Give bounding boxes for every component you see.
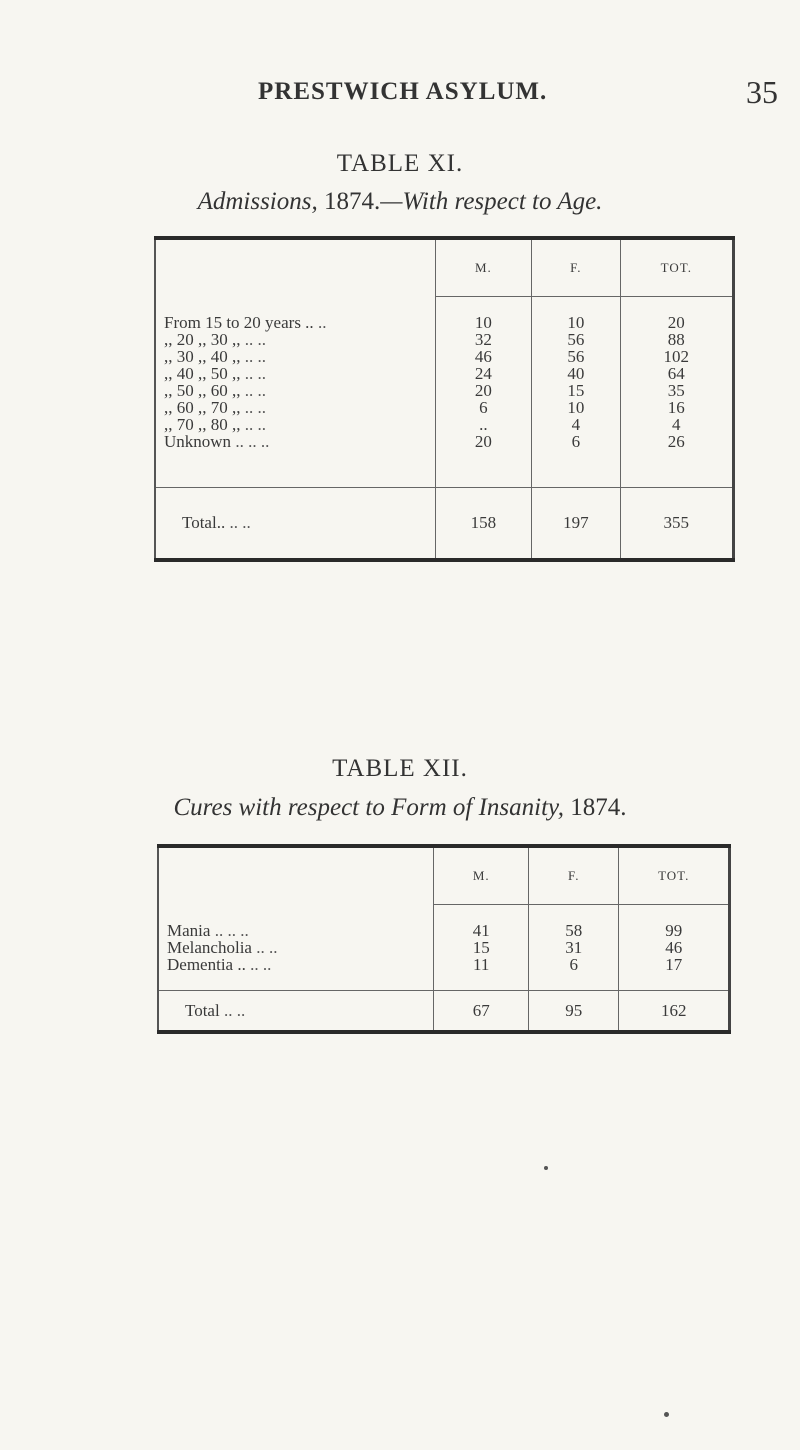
table-xii-caption-year: 1874. <box>570 794 627 821</box>
table-row <box>155 314 734 331</box>
total-f: 95 <box>528 990 619 1032</box>
cell-tot: 102 <box>620 348 733 365</box>
table-xi-col-tot: TOT. <box>620 238 733 296</box>
cell-f: 56 <box>532 348 621 365</box>
leader-dots: .. .. <box>250 954 272 974</box>
total-row <box>158 990 730 1032</box>
total-label-text: Total <box>185 1000 220 1020</box>
total-m: 158 <box>435 488 531 560</box>
cell-m: 6 <box>435 399 531 416</box>
table-xii-caption-prefix: Cures with respect to Form of Insanity, <box>173 794 564 821</box>
table-row <box>155 382 734 399</box>
total-label-text: Total.. <box>182 513 226 533</box>
cell-f: 4 <box>532 416 621 433</box>
table-xi <box>154 236 735 562</box>
table-row <box>158 956 730 973</box>
table-xii-col-f: F. <box>528 846 619 904</box>
table-row <box>155 433 734 450</box>
cell-m: 15 <box>434 939 529 956</box>
leader-dots: .. .. <box>244 363 266 383</box>
leader-dots: .. .. <box>244 329 266 349</box>
cell-f: 31 <box>528 939 619 956</box>
row-label-text: ,, 30 ,, 40 ,, <box>164 346 241 366</box>
cell-tot: 64 <box>620 365 733 382</box>
cell-m: 20 <box>435 382 531 399</box>
cell-tot: 35 <box>620 382 733 399</box>
cell-m: 10 <box>435 314 531 331</box>
cell-f: 10 <box>532 314 621 331</box>
table-xii-col-m: M. <box>434 846 529 904</box>
total-label <box>155 488 435 560</box>
table-xi-col-f: F. <box>532 238 621 296</box>
table-xi-header-blank <box>155 238 435 296</box>
leader-dots: .. .. <box>223 1000 246 1020</box>
table-xi-col-m: M. <box>435 238 531 296</box>
cell-tot: 17 <box>619 956 730 973</box>
table-row <box>158 939 730 956</box>
table-xi-caption-year: 1874. <box>323 188 381 215</box>
cell-tot: 99 <box>619 922 730 939</box>
leader-dots: .. .. .. <box>235 431 270 451</box>
total-tot: 162 <box>619 990 730 1032</box>
leader-dots: .. .. .. <box>214 920 249 940</box>
row-label-text: ,, 40 ,, 50 ,, <box>164 363 241 383</box>
leader-dots: .. .. <box>244 414 266 434</box>
leader-dots: .. .. <box>244 380 266 400</box>
cell-f: 40 <box>532 365 621 382</box>
row-label-text: ,, 70 ,, 80 ,, <box>164 414 241 434</box>
cell-m: 24 <box>435 365 531 382</box>
table-xii-title: TABLE XII. <box>332 755 468 782</box>
cell-f: 6 <box>532 433 621 450</box>
table-row <box>158 922 730 939</box>
cell-m: 20 <box>435 433 531 450</box>
cell-tot: 88 <box>620 331 733 348</box>
row-label-text: From 15 to 20 years .. <box>164 312 314 332</box>
cell-f: 6 <box>528 956 619 973</box>
ink-speck <box>664 1412 669 1417</box>
cell-m: 41 <box>434 922 529 939</box>
row-label <box>158 922 434 939</box>
row-label <box>155 331 435 348</box>
table-row <box>155 365 734 382</box>
leader-dots: .. .. <box>244 346 266 366</box>
row-label <box>158 939 434 956</box>
ink-speck <box>544 1166 548 1170</box>
row-label-text: ,, 20 ,, 30 ,, <box>164 329 241 349</box>
row-label-text: ,, 50 ,, 60 ,, <box>164 380 241 400</box>
cell-m: 32 <box>435 331 531 348</box>
cell-tot: 16 <box>620 399 733 416</box>
cell-tot: 20 <box>620 314 733 331</box>
row-label <box>155 399 435 416</box>
row-label <box>158 956 434 973</box>
total-label <box>158 990 434 1032</box>
cell-m: 11 <box>434 956 529 973</box>
cell-tot: 46 <box>619 939 730 956</box>
table-xii-header-blank <box>158 846 434 904</box>
table-row <box>155 331 734 348</box>
total-f: 197 <box>532 488 621 560</box>
total-row <box>155 488 734 560</box>
total-tot: 355 <box>620 488 733 560</box>
row-label <box>155 365 435 382</box>
leader-dots: .. .. <box>256 937 278 957</box>
table-xii <box>157 844 731 1034</box>
table-xi-caption <box>0 188 800 216</box>
row-label <box>155 382 435 399</box>
cell-f: 58 <box>528 922 619 939</box>
cell-f: 15 <box>532 382 621 399</box>
cell-m: 46 <box>435 348 531 365</box>
leader-dots: .. .. <box>229 513 251 533</box>
row-label <box>155 416 435 433</box>
cell-m: .. <box>435 416 531 433</box>
page-header <box>258 74 778 118</box>
table-xii-caption <box>0 794 800 822</box>
table-xi-caption-prefix: Admissions, <box>197 188 318 215</box>
leader-dots: .. .. <box>244 397 266 417</box>
cell-tot: 4 <box>620 416 733 433</box>
cell-f: 10 <box>532 399 621 416</box>
row-label-text: Unknown <box>164 431 232 451</box>
table-row <box>155 348 734 365</box>
row-label-text: ,, 60 ,, 70 ,, <box>164 397 241 417</box>
table-row <box>155 399 734 416</box>
leader-dots: .. <box>317 312 327 332</box>
table-xi-caption-suffix: —With respect to Age. <box>380 188 603 215</box>
page-number: 35 <box>746 74 778 110</box>
row-label-text: Melancholia <box>167 937 252 957</box>
table-xii-col-tot: TOT. <box>619 846 730 904</box>
table-row <box>155 416 734 433</box>
total-m: 67 <box>434 990 529 1032</box>
cell-tot: 26 <box>620 433 733 450</box>
table-xi-title: TABLE XI. <box>336 150 464 177</box>
running-title: PRESTWICH ASYLUM. <box>258 78 548 105</box>
row-label-text: Dementia .. <box>167 954 246 974</box>
row-label <box>155 348 435 365</box>
cell-f: 56 <box>532 331 621 348</box>
row-label-text: Mania <box>167 920 211 940</box>
row-label <box>155 433 435 450</box>
row-label <box>155 314 435 331</box>
